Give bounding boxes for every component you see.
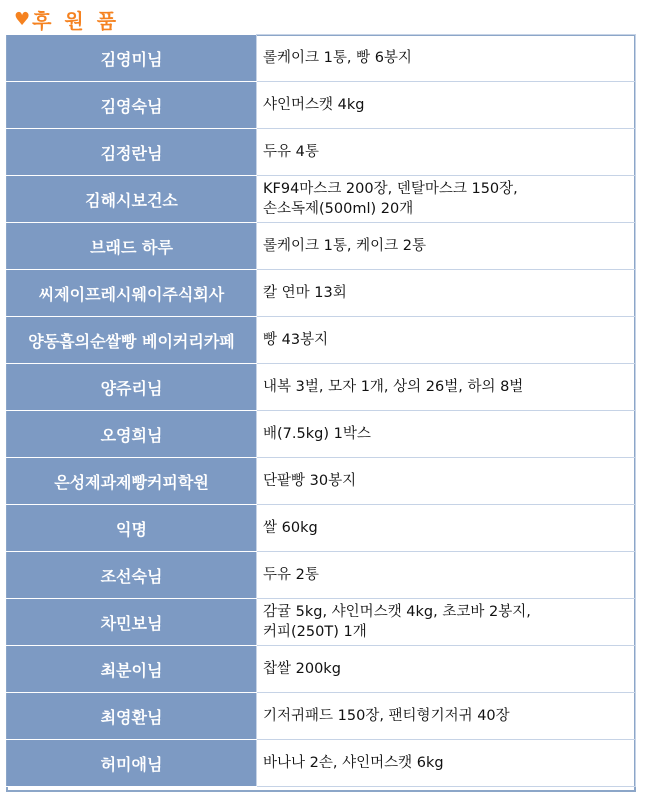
donation-item-line: 쌀 60kg [263,520,318,536]
donor-name: 허미애님 [7,740,257,787]
table-row [7,176,636,223]
donation-item-line: 감귤 5kg, 샤인머스캣 4kg, 초코바 2봉지, [263,604,531,620]
donation-items [257,552,636,599]
donation-items [257,693,636,740]
table-row [7,270,636,317]
table-row [7,35,636,82]
donation-item-line: 롤케이크 1통, 케이크 2통 [263,238,426,254]
donor-name: 최분이님 [7,646,257,693]
donation-table [6,34,636,787]
donor-name: 양쥬리님 [7,364,257,411]
donation-items [257,82,636,129]
donation-items [257,176,636,223]
heart-icon: ♥ [14,8,31,30]
donor-name: 오영희님 [7,411,257,458]
table-row [7,599,636,646]
donation-item-line: 두유 2통 [263,567,319,583]
donor-name: 김영숙님 [7,82,257,129]
donation-item-line: 배(7.5kg) 1박스 [263,426,371,442]
table-row [7,129,636,176]
donor-name: 양동흡의순쌀빵 베이커리카페 [7,317,257,364]
donation-items [257,411,636,458]
donation-items [257,599,636,646]
donation-items [257,129,636,176]
donor-name: 익명 [7,505,257,552]
donation-items [257,458,636,505]
table-row [7,505,636,552]
donor-name: 김정란님 [7,129,257,176]
table-row [7,317,636,364]
donor-name: 브래드 하루 [7,223,257,270]
donation-item-line: 단팥빵 30봉지 [263,473,357,489]
donor-name: 김해시보건소 [7,176,257,223]
donor-name: 씨제이프레시웨이주식회사 [7,270,257,317]
donation-items [257,35,636,82]
title-text: 후 원 품 [32,8,120,33]
donation-item-line: 칼 연마 13회 [263,285,347,301]
donation-item-line: 롤케이크 1통, 빵 6봉지 [263,50,412,66]
table-row [7,693,636,740]
donation-item-line: 손소독제(500ml) 20개 [263,201,414,217]
donation-item-line: 바나나 2손, 샤인머스캣 6kg [263,755,444,771]
donation-items [257,364,636,411]
donor-name: 김영미님 [7,35,257,82]
donation-items [257,317,636,364]
donation-items [257,270,636,317]
donation-item-line: 샤인머스캣 4kg [263,97,365,113]
donor-name: 최영환님 [7,693,257,740]
donation-item-line: 빵 43봉지 [263,332,329,348]
donation-item-line: 커피(250T) 1개 [263,624,367,640]
table-row [7,223,636,270]
donation-items [257,646,636,693]
page-title [14,4,119,34]
table-row [7,646,636,693]
table-row [7,411,636,458]
donation-item-line: 찹쌀 200kg [263,661,341,677]
table-row [7,552,636,599]
table-row [7,364,636,411]
table-row [7,82,636,129]
donor-name: 차민보님 [7,599,257,646]
donation-items [257,223,636,270]
donation-table-body [7,35,636,787]
donor-name: 은성제과제빵커피학원 [7,458,257,505]
donation-items [257,505,636,552]
donation-item-line: 기저귀패드 150장, 팬티형기저귀 40장 [263,708,510,724]
donor-name: 조선숙님 [7,552,257,599]
table-row [7,740,636,787]
donation-item-line: 두유 4통 [263,144,319,160]
donation-item-line: 내복 3벌, 모자 1개, 상의 26벌, 하의 8벌 [263,379,524,395]
table-row [7,458,636,505]
donation-items [257,740,636,787]
donation-item-line: KF94마스크 200장, 덴탈마스크 150장, [263,181,518,197]
